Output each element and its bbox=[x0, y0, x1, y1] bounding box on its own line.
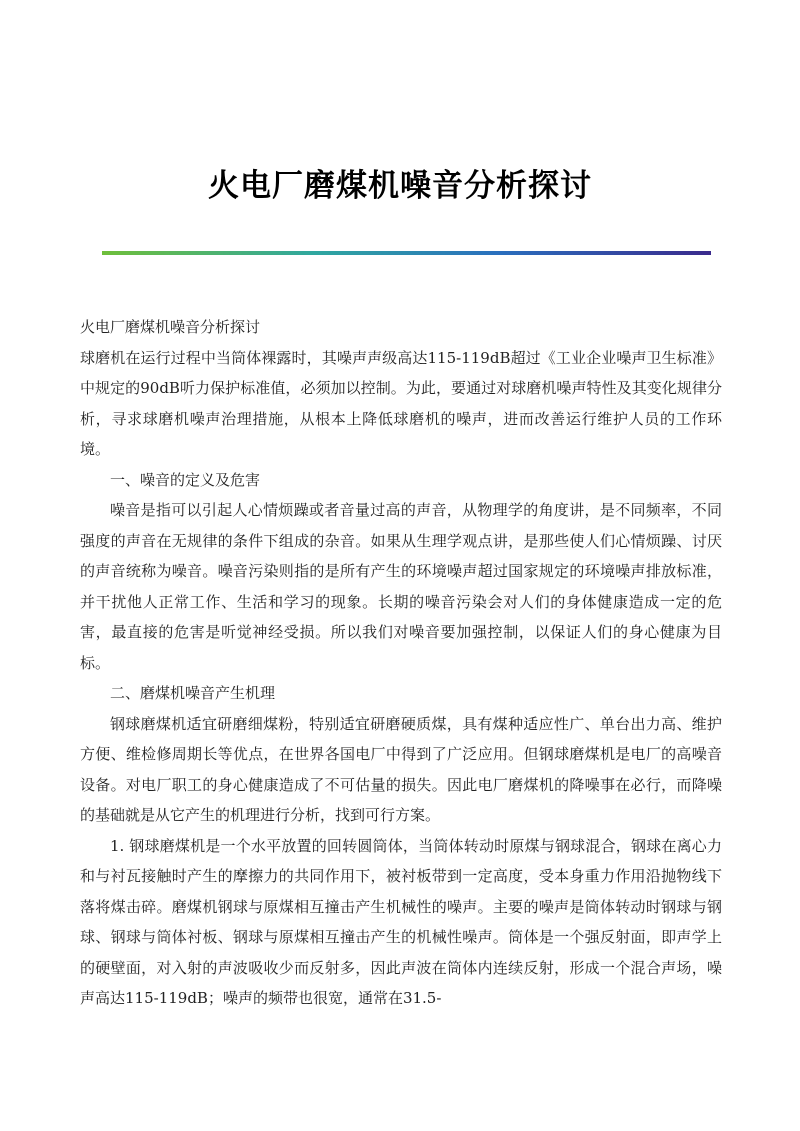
document-body bbox=[80, 312, 722, 1014]
mill-advantages-paragraph: 钢球磨煤机适宜研磨细煤粉，特别适宜研磨硬质煤，具有煤种适应性广、单台出力高、维护方便、维检修周期长等优点，在世界各国电厂中得到了广泛应用。但钢球磨煤机是电厂的高噪音设备。对电厂职工的身心健康造成了不可估量的损失。因此电厂磨煤机的降噪事在必行，而降噪的基础就是从它产生的机理进行分析，找到可行方案。 bbox=[80, 714, 722, 824]
document-subtitle: 火电厂磨煤机噪音分析探讨 bbox=[80, 318, 261, 336]
intro-paragraph: 球磨机在运行过程中当筒体裸露时，其噪声声级高达115-119dB超过《工业企业噪声卫生标准》中规定的90dB听力保护标准值，必须加以控制。为此，要通过对球磨机噪声特性及其变化规律分析，寻求球磨机噪声治理措施，从根本上降低球磨机的噪声，进而改善运行维护人员的工作环境。 bbox=[80, 348, 722, 458]
title-divider bbox=[102, 251, 711, 255]
section-heading-2: 二、磨煤机噪音产生机理 bbox=[110, 684, 276, 702]
mechanism-paragraph-1: 1. 钢球磨煤机是一个水平放置的回转圆筒体，当筒体转动时原煤与钢球混合，钢球在离心力和与衬瓦接触时产生的摩擦力的共同作用下，被衬板带到一定高度，受本身重力作用沿抛物线下落将煤击碎。磨煤机钢球与原煤相互撞击产生机械性的噪声。主要的噪声是筒体转动时钢球与钢球、钢球与筒体衬板、钢球与原煤相互撞击产生的机械性噪声。筒体是一个强反射面，即声学上的硬壁面，对入射的声波吸收少而反射多，因此声波在筒体内连续反射，形成一个混合声场，噪声高达115-119dB；噪声的频带也很宽，通常在31.5- bbox=[80, 836, 722, 1007]
noise-definition-paragraph: 噪音是指可以引起人心情烦躁或者音量过高的声音，从物理学的角度讲，是不同频率，不同强度的声音在无规律的条件下组成的杂音。如果从生理学观点讲，是那些使人们心情烦躁、讨厌的声音统称为噪音。噪音污染则指的是所有产生的环境噪声超过国家规定的环境噪声排放标准，并干扰他人正常工作、生活和学习的现象。长期的噪音污染会对人们的身体健康造成一定的危害，最直接的危害是听觉神经受损。所以我们对噪音要加强控制，以保证人们的身心健康为目标。 bbox=[80, 501, 722, 672]
section-heading-1: 一、噪音的定义及危害 bbox=[110, 470, 261, 489]
document-title: 火电厂磨煤机噪音分析探讨 bbox=[208, 168, 592, 204]
